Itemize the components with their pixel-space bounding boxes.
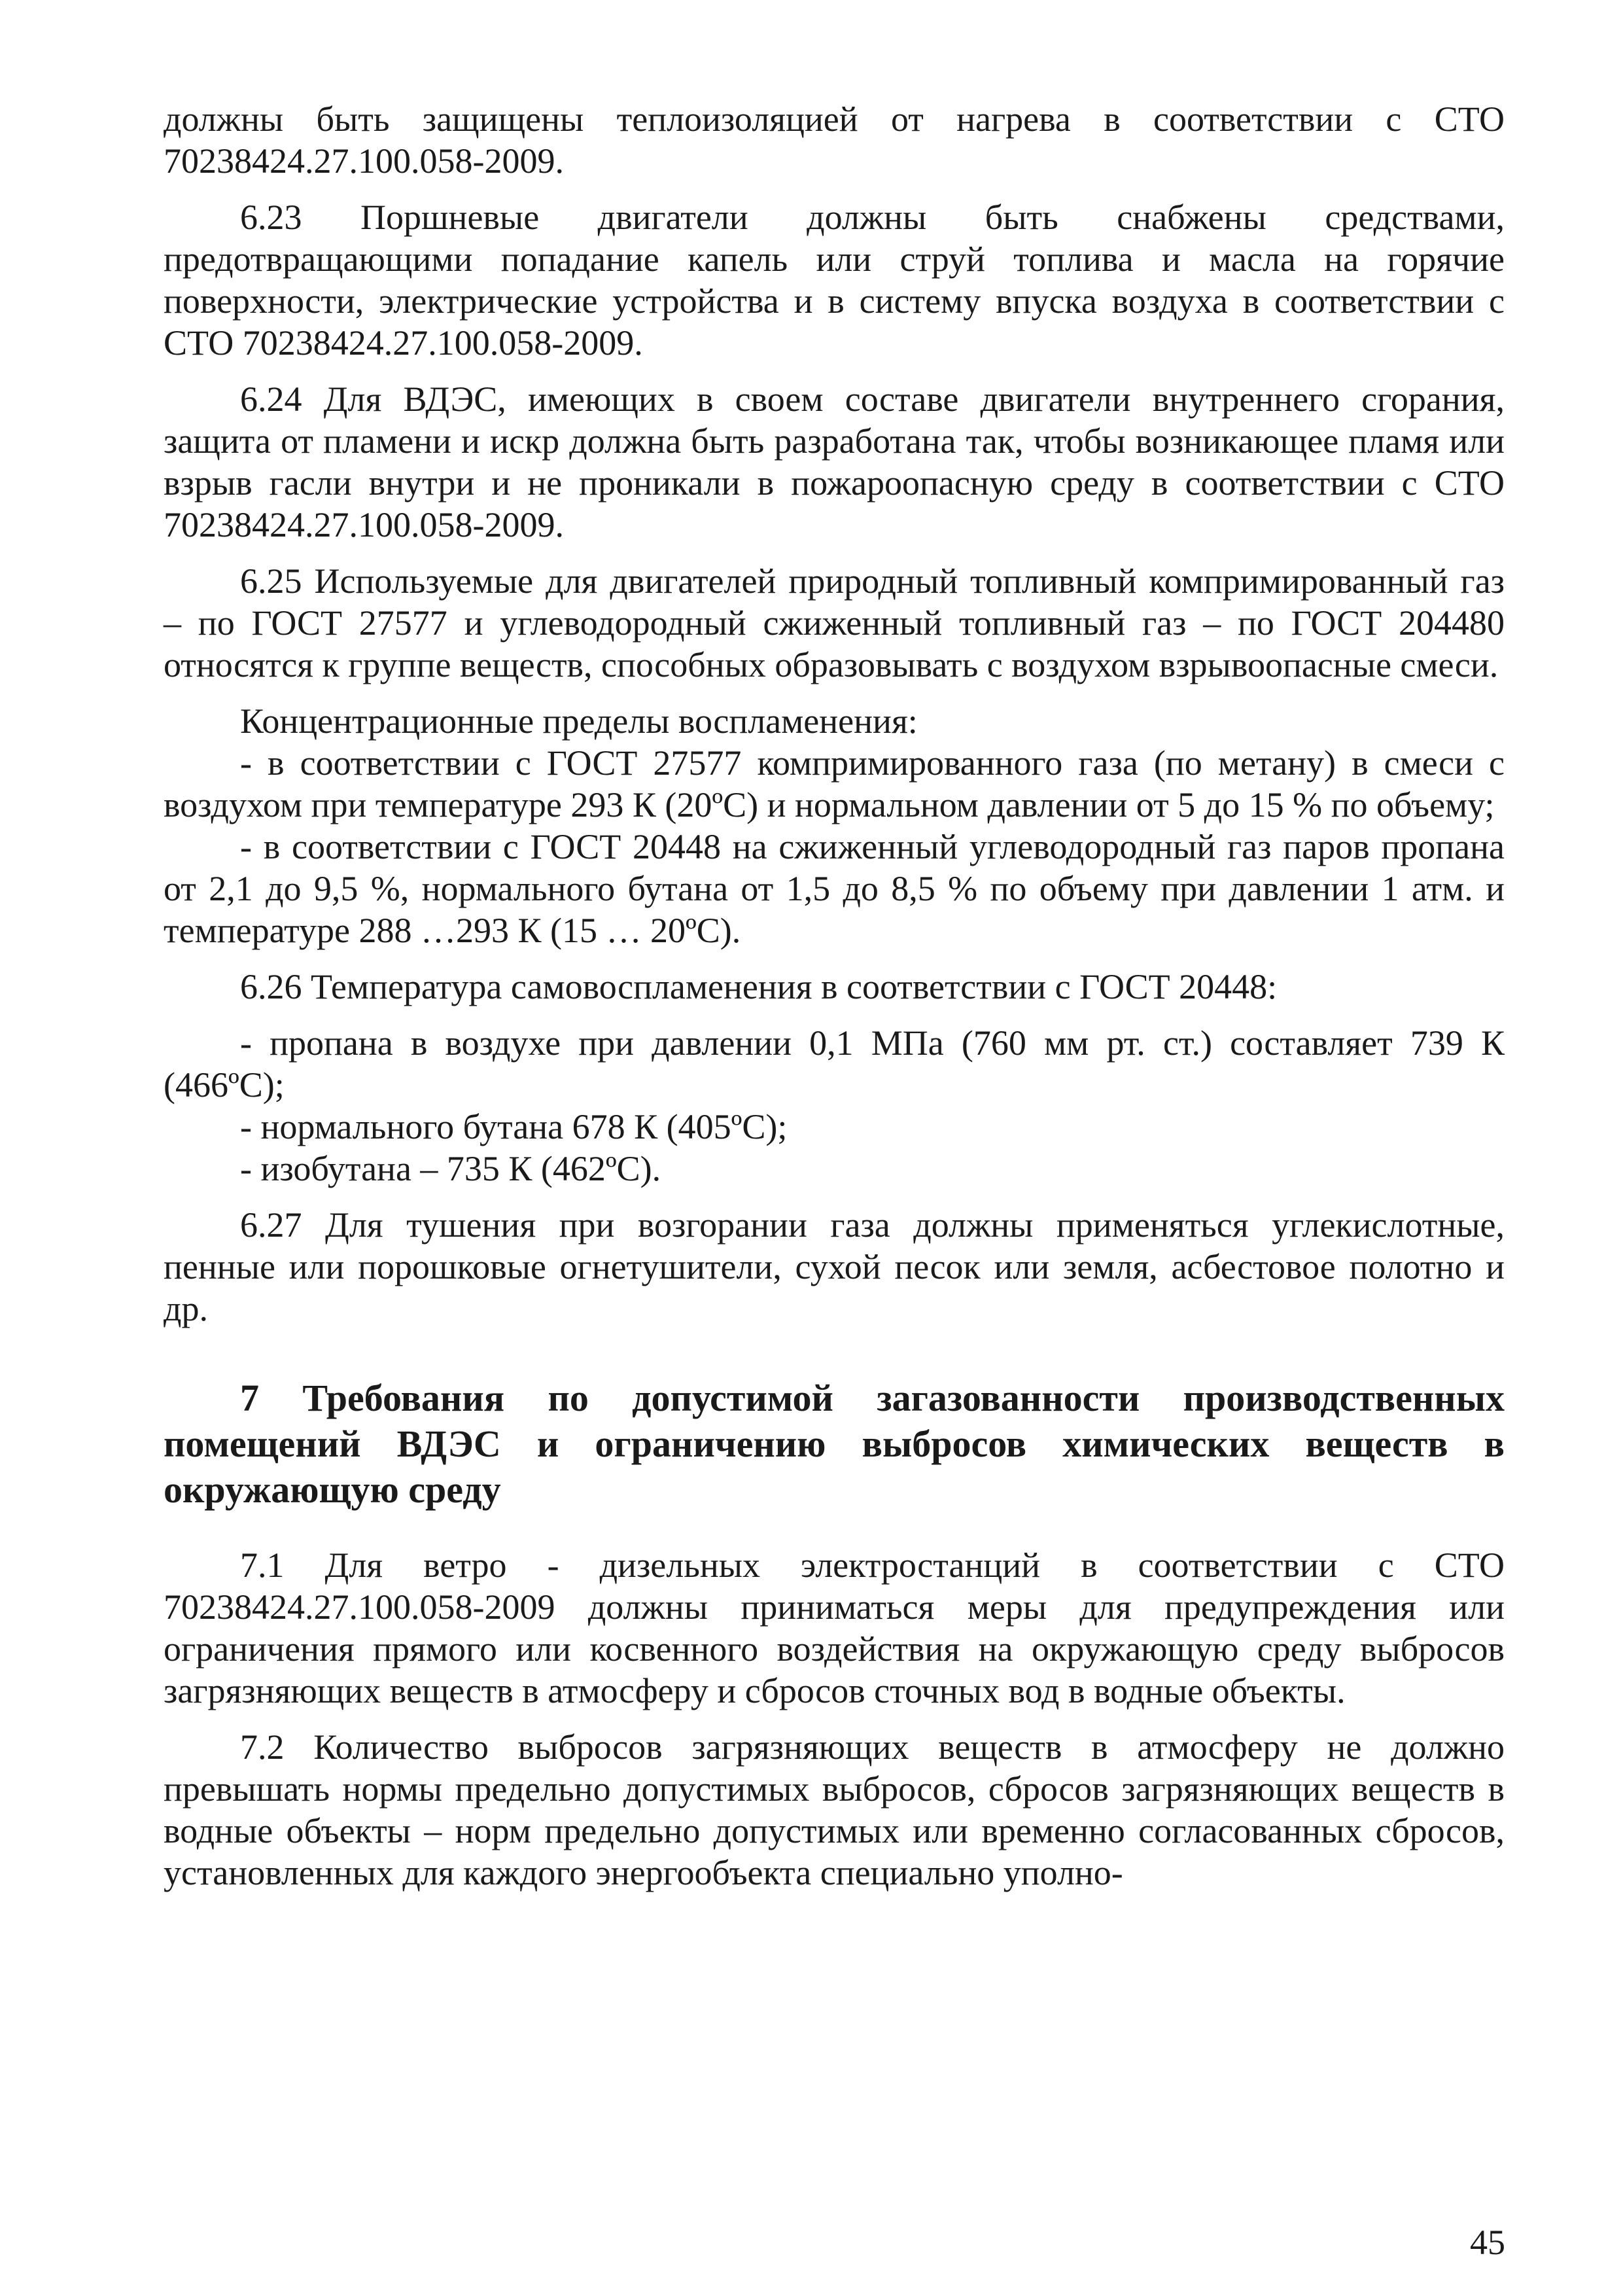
paragraph-6-27: 6.27 Для тушения при возгорании газа должны применяться углекислотные, пенные или порошковые огнетушители, сухой песок или земля, асбестовое полотно и др. bbox=[164, 1205, 1505, 1328]
concentration-limits-label: Концентрационные пределы воспламенения: bbox=[240, 701, 918, 741]
page-number: 45 bbox=[1470, 2223, 1505, 2262]
list-item-butane-ignition: - нормального бутана 678 К (405ºС); bbox=[240, 1107, 788, 1146]
list-item-isobutane-ignition: - изобутана – 735 К (462ºС). bbox=[240, 1149, 661, 1188]
paragraph-continuation: должны быть защищены теплоизоляцией от нагрева в соответствии с СТО 70238424.27.100.058-2009. bbox=[164, 99, 1505, 181]
paragraph-6-25: 6.25 Используемые для двигателей природный топливный компримированный газ – по ГОСТ 27577 и углеводородный сжиженный топливный газ – по ГОСТ 204480 относятся к группе веществ, способных образовывать с воздухом взрывоопасные смеси. bbox=[164, 561, 1505, 684]
list-item-propane-butane-limits: - в соответствии с ГОСТ 20448 на сжиженный углеводородный газ паров пропана от 2,1 до 9,5 %, нормального бутана от 1,5 до 8,5 % по объему при давлении 1 атм. и температуре 288 …293 К (15 … 20ºС). bbox=[164, 827, 1505, 950]
page-content bbox=[164, 98, 1505, 1894]
section-7-heading: 7 Требования по допустимой загазованности производственных помещений ВДЭС и ограничению выбросов химических веществ в окружающую среду bbox=[164, 1377, 1505, 1511]
paragraph-6-24: 6.24 Для ВДЭС, имеющих в своем составе двигатели внутреннего сгорания, защита от пламени и искр должна быть разработана так, чтобы возникающее пламя или взрыв гасли внутри и не проникали в пожароопасную среду в соответствии с СТО 70238424.27.100.058-2009. bbox=[164, 380, 1505, 544]
paragraph-7-1: 7.1 Для ветро - дизельных электростанций в соответствии с СТО 70238424.27.100.058-2009 должны приниматься меры для предупреждения или ограничения прямого или косвенного воздействия на окружающую среду выбросов загрязняющих веществ в атмосферу и сбросов сточных вод в водные объекты. bbox=[164, 1545, 1505, 1710]
paragraph-6-26: 6.26 Температура самовоспламенения в соответствии с ГОСТ 20448: bbox=[240, 967, 1278, 1006]
paragraph-7-2: 7.2 Количество выбросов загрязняющих веществ в атмосферу не должно превышать нормы предельно допустимых выбросов, сбросов загрязняющих веществ в водные объекты – норм предельно допустимых или временно согласованных сбросов, установленных для каждого энергообъекта специально уполно- bbox=[164, 1727, 1505, 1892]
list-item-propane-ignition: - пропана в воздухе при давлении 0,1 МПа (760 мм рт. ст.) составляет 739 К (466ºС); bbox=[164, 1023, 1505, 1104]
paragraph-6-23: 6.23 Поршневые двигатели должны быть снабжены средствами, предотвращающими попадание капель или струй топлива и масла на горячие поверхности, электрические устройства и в систему впуска воздуха в соответствии с СТО 70238424.27.100.058-2009. bbox=[164, 198, 1505, 362]
list-item-methane-limits: - в соответствии с ГОСТ 27577 компримированного газа (по метану) в смеси с воздухом при температуре 293 К (20ºС) и нормальном давлении от 5 до 15 % по объему; bbox=[164, 743, 1505, 824]
